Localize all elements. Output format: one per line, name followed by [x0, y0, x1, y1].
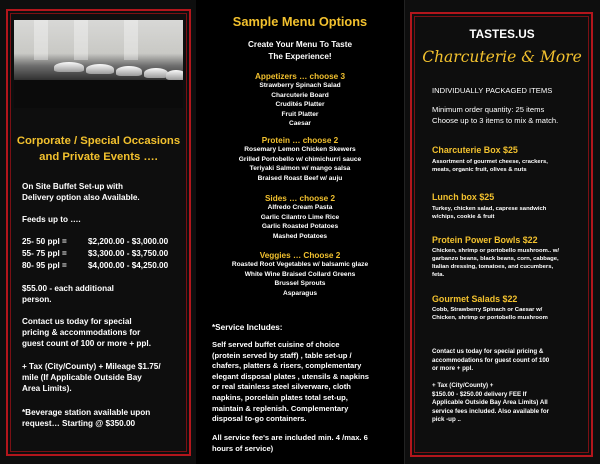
product-desc: Cobb, Strawberry Spinach or Caesar w/ Chicken, shrimp or portobello mushroom — [432, 307, 548, 321]
feeds-text: Feeds up to …. — [22, 215, 81, 224]
menu-item: Alfredo Cream Pasta — [267, 204, 333, 211]
product-name: Gourmet Salads $22 — [432, 294, 518, 304]
service-text: Self served buffet cuisine of choice (protein served by staff) , table set-up / chafers, platters & risers, complementary elegant disposal plates , utensils & napkins or real stainless steel silverware, cloth napkins, porcelain plates total set-up, maintain & replenish. Complementary disposal to-go containers. — [212, 340, 369, 424]
min-order-text: Minimum order quantity: 25 items Choose up to 3 items to mix & match. — [432, 105, 559, 125]
menu-title: Sample Menu Options — [232, 14, 368, 29]
section-heading: Veggies … Choose 2 — [259, 251, 341, 260]
sides-section — [196, 194, 404, 241]
menu-item: Caesar — [289, 120, 311, 128]
script-title: Charcuterie & More — [422, 48, 582, 66]
fees-text: All service fee's are included min. 4 /max. 6 hours of service) — [212, 433, 368, 453]
menu-item: Roasted Root Vegetables w/ balsamic glaze — [231, 261, 369, 268]
events-heading: Corporate / Special Occasions and Private Events …. — [16, 135, 181, 163]
product-desc: Turkey, chicken salad, caprese sandwich w/chips, cookie & fruit — [432, 206, 547, 220]
rate-row: 55- 75 ppl = $3,300.00 - $3,750.00 — [22, 249, 169, 258]
menu-item: Garlic Roasted Potatoes — [261, 223, 339, 231]
menu-subtitle: Create Your Menu To Taste The Experience! — [247, 40, 353, 61]
additional-person-text: $55.00 - each additional person. — [22, 284, 114, 304]
menu-item: Braised Roast Beef w/ auju — [257, 174, 343, 182]
menu-item: Strawberry Spinach Salad — [259, 82, 341, 89]
protein-section — [196, 136, 404, 183]
menu-item: Grilled Portobello w/ chimichurri sauce — [238, 155, 362, 163]
menu-item: Brussel Sprouts — [274, 280, 326, 288]
section-heading: Sides … choose 2 — [264, 194, 336, 203]
section-heading: Appetizers … choose 3 — [254, 72, 346, 81]
tax-text: + Tax (City/County) + Mileage $1.75/ mile (If Applicable Outside Bay Area Limits). — [22, 362, 161, 393]
menu-item: Crudités Platter — [275, 101, 325, 109]
veggies-section — [196, 251, 404, 298]
rate-row: 80- 95 ppl = $4,000.00 - $4,250.00 — [22, 261, 169, 270]
middle-panel — [196, 0, 404, 464]
menu-item: Fruit Platter — [281, 110, 319, 118]
buffet-text: On Site Buffet Set-up with Delivery option also Available. — [22, 182, 140, 202]
right-panel — [404, 0, 600, 464]
product-name: Protein Power Bowls $22 — [432, 235, 538, 245]
menu-item: Garlic Cilantro Lime Rice — [260, 213, 340, 221]
product-name: Charcuterie Box $25 — [432, 145, 518, 155]
menu-item: Charcuterie Board — [271, 91, 329, 99]
buffet-photo — [14, 20, 183, 108]
menu-item: Asparagus — [282, 289, 318, 297]
menu-item: White Wine Braised Collard Greens — [244, 270, 356, 278]
product-name: Lunch box $25 — [432, 192, 495, 202]
right-contact-text: Contact us today for special pricing & accommodations for guest count of 100 or more + ppl. — [432, 348, 550, 373]
product-desc: Assortment of gourmet cheese, crackers, meats, organic fruit, olives & nuts — [432, 159, 548, 173]
contact-text: Contact us today for special pricing & accommodations for guest count of 100 or more + ppl. — [22, 317, 151, 348]
appetizers-section — [196, 72, 404, 129]
menu-item: Rosemary Lemon Chicken Skewers — [244, 146, 356, 153]
packaged-label: INDIVIDUALLY PACKAGED ITEMS — [432, 86, 553, 95]
right-tax-text: + Tax (City/County) + $150.00 - $250.00 delivery FEE If Applicable Outside Bay Area Limits) All service fees included. Also available for pick -up .. — [432, 382, 550, 424]
service-heading: *Service Includes: — [212, 323, 283, 332]
beverage-text: *Beverage station available upon request… Starting @ $350.00 — [22, 408, 151, 428]
rate-row: 25- 50 ppl = $2,200.00 - $3,000.00 — [22, 237, 169, 246]
brand-name: TASTES.US — [469, 27, 535, 41]
left-panel — [0, 0, 196, 464]
menu-item: Mashed Potatoes — [272, 232, 328, 240]
product-desc: Chicken, shrimp or portobello mushroom.. w/ garbanzo beans, black beans, corn, cabbage, Italian dressing, tomatoes, and cucumbers, feta. — [432, 248, 559, 278]
menu-item: Teriyaki Salmon w/ mango salsa — [249, 165, 351, 173]
section-heading: Protein … choose 2 — [261, 136, 339, 145]
